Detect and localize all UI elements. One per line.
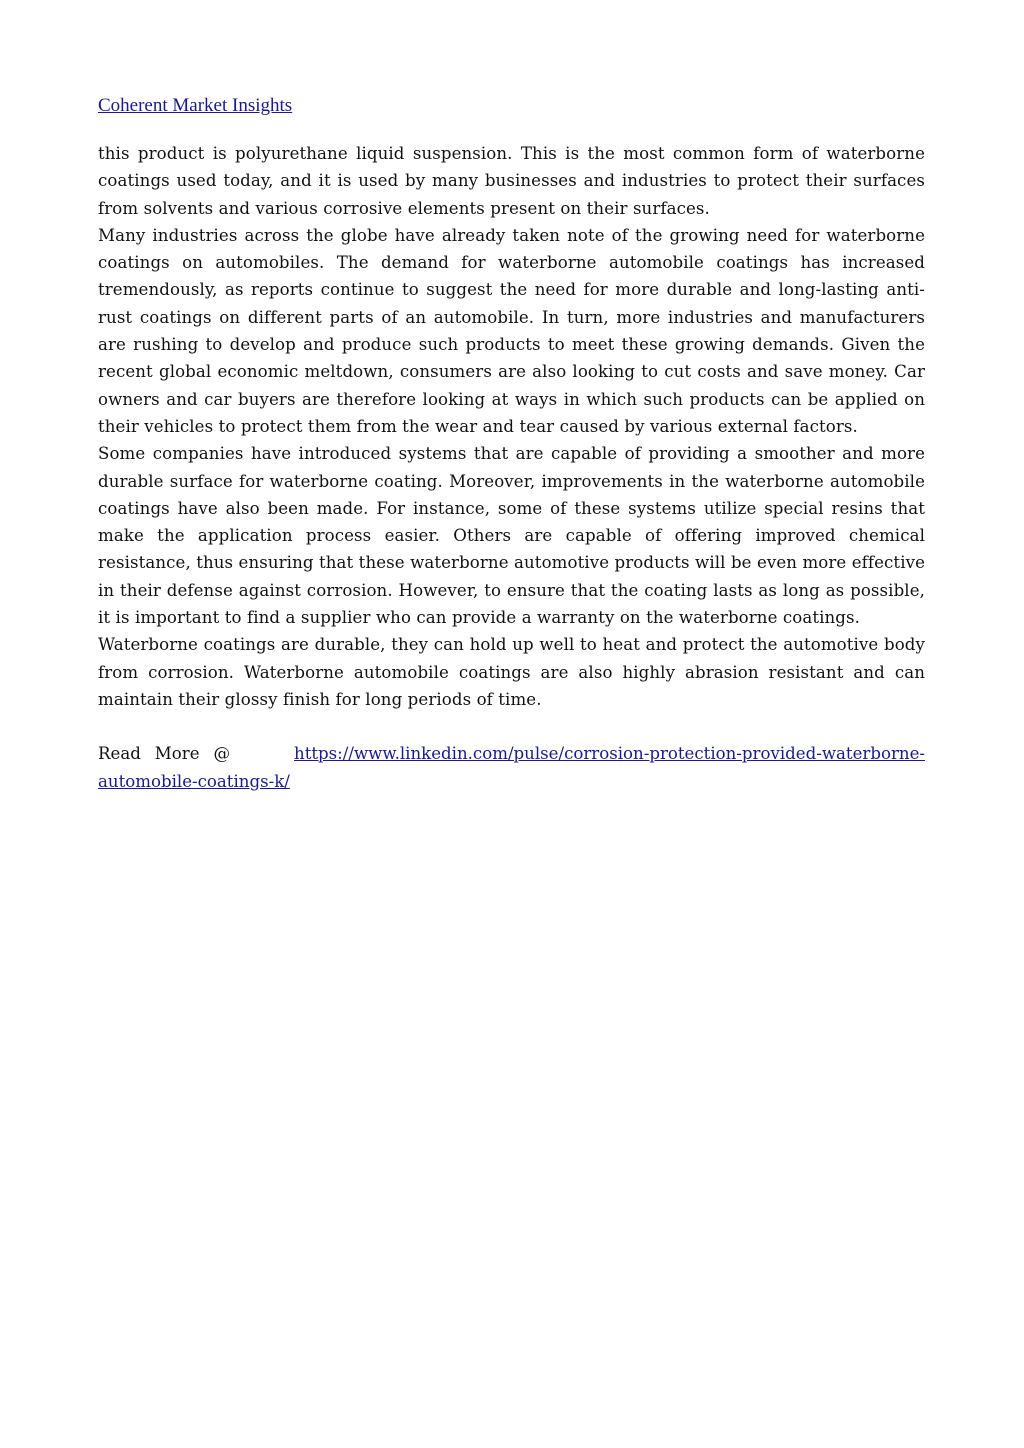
document-page	[98, 95, 925, 795]
paragraph-1: this product is polyurethane liquid suspension. This is the most common form of waterborne coatings used today, and it is used by many businesses and industries to protect their surfaces from solvents and various corrosive elements present on their surfaces.	[98, 144, 925, 218]
paragraph-2: Many industries across the globe have already taken note of the growing need for waterborne coatings on automobiles. The demand for waterborne automobile coatings has increased tremendously, as reports continue to suggest the need for more durable and long-lasting anti-rust coatings on different parts of an automobile. In turn, more industries and manufacturers are rushing to develop and produce such products to meet these growing demands. Given the recent global economic meltdown, consumers are also looking to cut costs and save money. Car owners and car buyers are therefore looking at ways in which such products can be applied on their vehicles to protect them from the wear and tear caused by various external factors.	[98, 225, 925, 436]
read-more-link[interactable]: https://www.linkedin.com/pulse/corrosion-protection-provided-waterborne-automobile-coatings-k/	[98, 744, 925, 791]
paragraph-4: Waterborne coatings are durable, they can hold up well to heat and protect the automotive body from corrosion. Waterborne automobile coatings are also highly abrasion resistant and can maintain their glossy finish for long periods of time.	[98, 635, 925, 709]
paragraph-3: Some companies have introduced systems that are capable of providing a smoother and more durable surface for waterborne coating. Moreover, improvements in the waterborne automobile coatings have also been made. For instance, some of these systems utilize special resins that make the application process easier. Others are capable of offering improved chemical resistance, thus ensuring that these waterborne automotive products will be even more effective in their defense against corrosion. However, to ensure that the coating lasts as long as possible, it is important to find a supplier who can provide a warranty on the waterborne coatings.	[98, 444, 925, 628]
header-link[interactable]: Coherent Market Insights	[98, 95, 293, 116]
article-body	[98, 140, 925, 713]
read-more-label: Read More @	[98, 744, 231, 764]
read-more-line	[98, 740, 925, 795]
